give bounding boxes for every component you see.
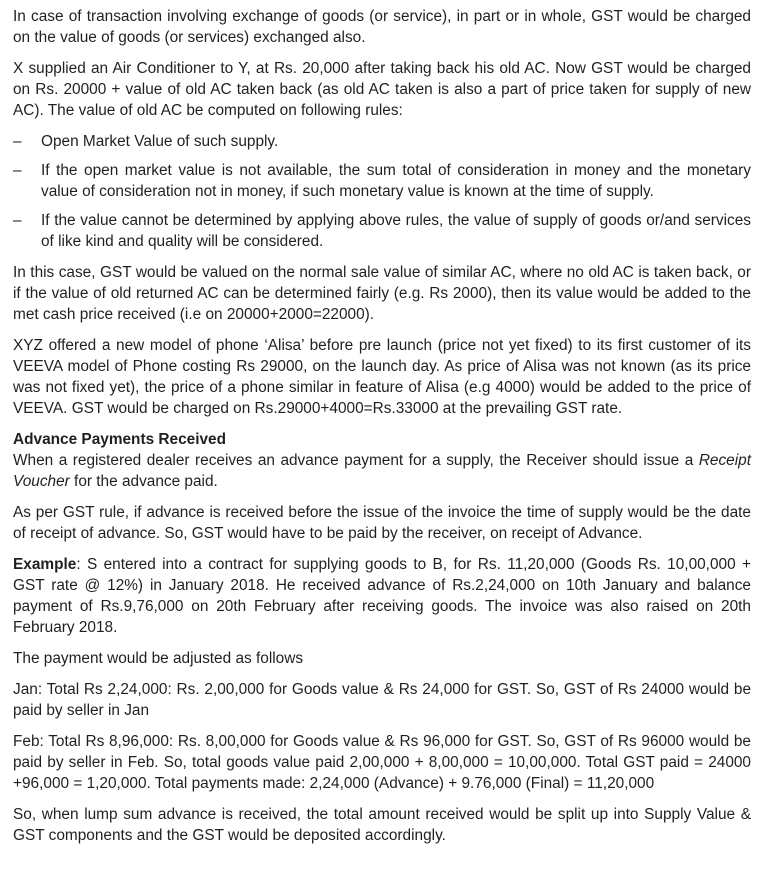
dash-bullet: – xyxy=(13,212,22,229)
adjustment-intro: The payment would be adjusted as follows xyxy=(13,650,304,667)
list-item xyxy=(13,131,751,152)
text-span: When a registered dealer receives an advance payment for a supply, the Receiver should issue a xyxy=(13,452,699,469)
rule-text: If the open market value is not available, the sum total of consideration in money and the monetary value of consideration not in money, if such monetary value is known at the time of supply. xyxy=(41,162,751,200)
example-paragraph xyxy=(13,554,751,638)
feb-payment-paragraph: Feb: Total Rs 8,96,000: Rs. 8,00,000 for Goods value & Rs 96,000 for GST. So, GST of Rs 96000 would be paid by seller in Feb. So, total goods value paid 2,00,000 + 8,00,000 = 10,00,000. Total GST paid = 24000 +96,000 = 1,20,000. Total payments made: 2,24,000 (Advance) + 9.76,000 (Final) = 11,20,000 xyxy=(13,733,751,792)
rule-text: If the value cannot be determined by applying above rules, the value of supply of goods or/and services of like kind and quality will be considered. xyxy=(41,212,751,250)
receipt-voucher-paragraph xyxy=(13,450,751,492)
time-of-supply-paragraph: As per GST rule, if advance is received before the issue of the invoice the time of supply would be the date of receipt of advance. So, GST would have to be paid by the receiver, on receipt of Advance. xyxy=(13,504,751,542)
jan-payment-paragraph: Jan: Total Rs 2,24,000: Rs. 2,00,000 for Goods value & Rs 24,000 for GST. So, GST of Rs 24000 would be paid by seller in Jan xyxy=(13,681,751,719)
section-heading: Advance Payments Received xyxy=(13,431,227,448)
list-item xyxy=(13,210,751,252)
phone-example-paragraph: XYZ offered a new model of phone ‘Alisa’ before pre launch (price not yet fixed) to its first customer of its VEEVA model of Phone costing Rs 29000, on the launch day. As price of Alisa was not known (as its price was not fixed yet), the price of a phone similar in feature of Alisa (e.g 4000) would be added to the price of VEEVA. GST would be charged on Rs.29000+4000=Rs.33000 at the prevailing GST rate. xyxy=(13,337,751,417)
list-item xyxy=(13,160,751,202)
ac-example-paragraph: X supplied an Air Conditioner to Y, at Rs. 20,000 after taking back his old AC. Now GST would be charged on Rs. 20000 + value of old AC taken back (as old AC taken is also a part of price taken for supply of new AC). The value of old AC be computed on following rules: xyxy=(13,60,751,119)
conclusion-paragraph: So, when lump sum advance is received, the total amount received would be split up into Supply Value & GST components and the GST would be deposited accordingly. xyxy=(13,806,751,844)
dash-bullet: – xyxy=(13,162,22,179)
valuation-rules-list xyxy=(13,131,751,252)
ac-valuation-paragraph: In this case, GST would be valued on the normal sale value of similar AC, where no old AC is taken back, or if the value of old returned AC can be determined fairly (e.g. Rs 2000), then its value would be added to the met cash price received (i.e on 20000+2000=22000). xyxy=(13,264,751,323)
text-span: for the advance paid. xyxy=(69,473,218,490)
italic-term: Receipt Voucher xyxy=(13,452,751,490)
document-page xyxy=(13,6,751,856)
rule-text: Open Market Value of such supply. xyxy=(41,133,279,150)
example-label: Example xyxy=(13,556,77,573)
text-span: : S entered into a contract for supplying goods to B, for Rs. 11,20,000 (Goods Rs. 10,00,000 + GST rate @ 12%) in January 2018. He received advance of Rs.2,24,000 on 10th January and balance payment of Rs.9,76,000 on 20th February after receiving goods. The invoice was also raised on 20th February 2018. xyxy=(13,556,751,636)
intro-paragraph: In case of transaction involving exchange of goods (or service), in part or in whole, GST would be charged on the value of goods (or services) exchanged also. xyxy=(13,8,751,46)
dash-bullet: – xyxy=(13,133,22,150)
